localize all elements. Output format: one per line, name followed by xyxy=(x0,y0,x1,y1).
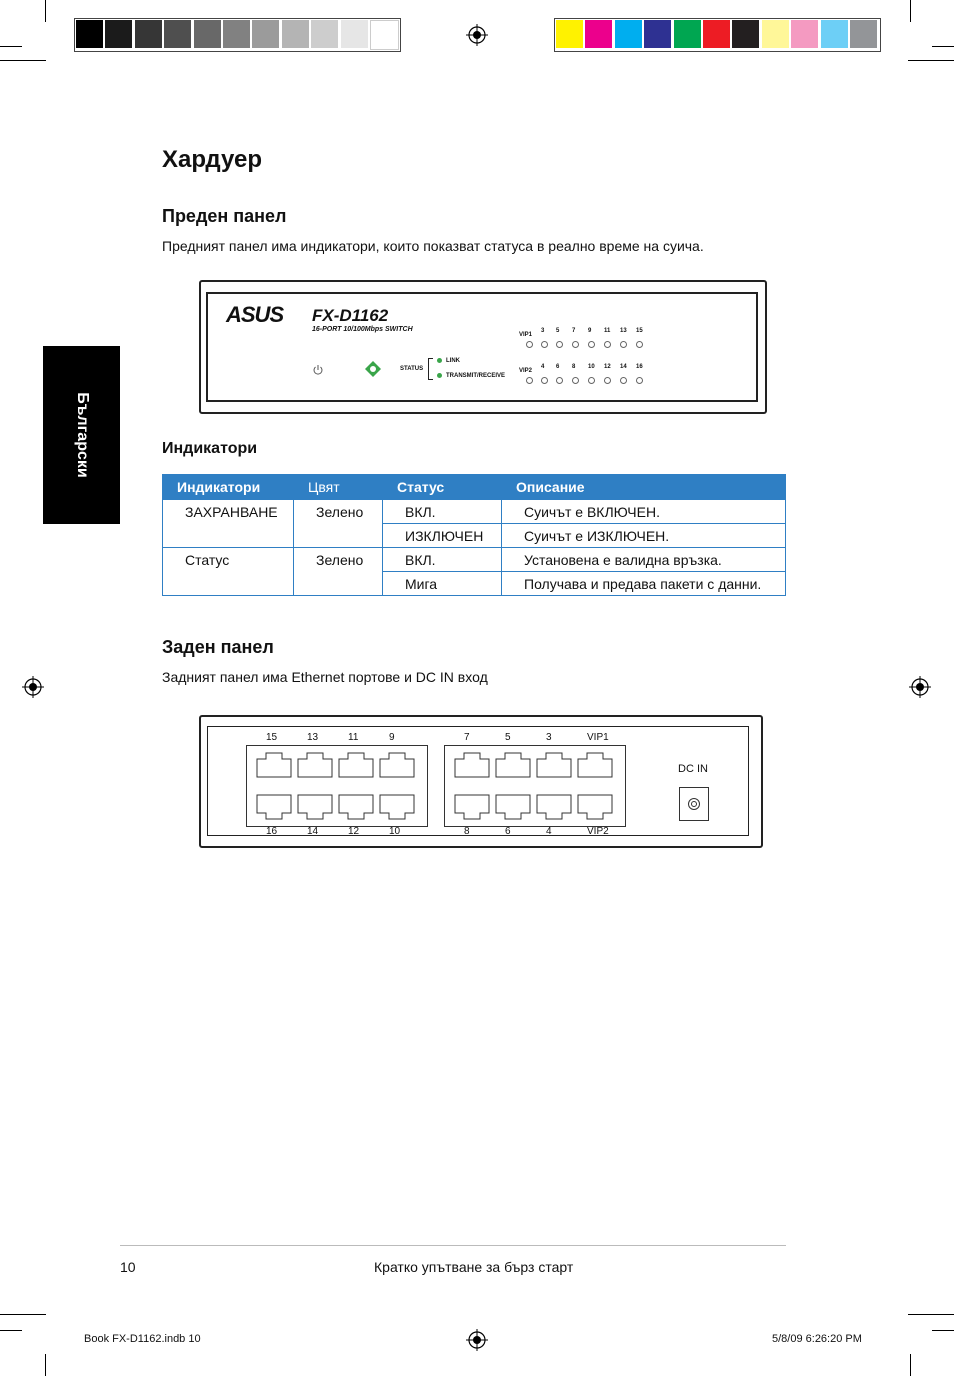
crop-mark xyxy=(0,1314,46,1315)
crop-mark xyxy=(908,1314,954,1315)
cell-status: Мига xyxy=(383,572,502,596)
table-row xyxy=(163,500,786,524)
port-led-label: 8 xyxy=(572,364,576,370)
row2-label: VIP2 xyxy=(519,368,533,374)
color-swatch xyxy=(732,20,759,48)
cell-description: Суичът е ИЗКЛЮЧЕН. xyxy=(502,524,786,548)
page-number: 10 xyxy=(120,1259,136,1275)
port-led xyxy=(572,341,579,348)
ethernet-port xyxy=(338,794,374,820)
color-swatch xyxy=(585,20,612,48)
language-tab-label: Български xyxy=(73,392,91,478)
port-led xyxy=(636,341,643,348)
port-led xyxy=(604,377,611,384)
indicators-table xyxy=(162,474,786,596)
color-swatch xyxy=(762,20,789,48)
status-label: STATUS xyxy=(400,366,424,372)
port-led-label: 9 xyxy=(588,328,592,334)
status-bracket xyxy=(428,358,433,380)
color-swatch xyxy=(556,20,583,48)
crop-mark xyxy=(932,46,954,47)
col-header-description: Описание xyxy=(502,475,786,500)
port-number: 16 xyxy=(266,826,278,837)
color-swatch xyxy=(644,20,671,48)
asus-logo: ASUS xyxy=(226,302,284,327)
ethernet-port xyxy=(577,794,613,820)
port-number: 4 xyxy=(546,826,552,837)
ethernet-port xyxy=(454,752,490,778)
crop-mark xyxy=(910,1354,911,1376)
ethernet-port xyxy=(536,752,572,778)
color-swatch xyxy=(703,20,730,48)
port-led xyxy=(572,377,579,384)
ethernet-port xyxy=(297,794,333,820)
crop-mark xyxy=(45,0,46,22)
ethernet-port xyxy=(256,794,292,820)
rear-panel-illustration xyxy=(199,715,763,848)
port-led-label: 14 xyxy=(620,364,627,370)
port-number: 8 xyxy=(464,826,470,837)
page-title: Хардуер xyxy=(162,146,262,173)
rear-panel-face xyxy=(207,726,749,836)
cell-description: Получава и предава пакети с данни. xyxy=(502,572,786,596)
rear-panel-heading: Заден панел xyxy=(162,637,274,657)
port-led-label: 6 xyxy=(556,364,560,370)
power-icon xyxy=(312,364,324,376)
ethernet-port xyxy=(454,794,490,820)
port-led-label: 13 xyxy=(620,328,627,334)
port-led xyxy=(588,377,595,384)
slug-date: 5/8/09 6:26:20 PM xyxy=(772,1333,862,1345)
col-header-color: Цвят xyxy=(294,475,383,500)
port-led-label: 11 xyxy=(604,328,611,334)
color-swatch xyxy=(615,20,642,48)
color-swatch xyxy=(311,20,338,48)
color-swatch xyxy=(850,20,877,48)
front-panel-illustration xyxy=(199,280,767,414)
port-led xyxy=(620,377,627,384)
color-swatch xyxy=(341,20,368,48)
port-number: VIP2 xyxy=(587,826,609,837)
ethernet-port xyxy=(338,752,374,778)
model-subtitle: 16-PORT 10/100Mbps SWITCH xyxy=(312,326,413,333)
row1-label: VIP1 xyxy=(519,332,533,338)
port-led xyxy=(588,341,595,348)
registration-mark-icon xyxy=(466,24,488,46)
color-swatch xyxy=(791,20,818,48)
language-tab xyxy=(43,346,120,524)
registration-mark-icon xyxy=(466,1329,488,1351)
crop-mark xyxy=(45,1354,46,1376)
dc-in-label: DC IN xyxy=(678,763,708,775)
slug-file: Book FX-D1162.indb 10 xyxy=(84,1333,201,1345)
tx-led xyxy=(437,373,442,378)
cell-description: Установена е валидна връзка. xyxy=(502,548,786,572)
port-number: 5 xyxy=(505,732,511,743)
color-swatch xyxy=(194,20,221,48)
port-led xyxy=(556,341,563,348)
port-led-label: 4 xyxy=(541,364,545,370)
front-panel-face xyxy=(206,292,758,402)
ethernet-port xyxy=(577,752,613,778)
crop-mark xyxy=(932,1330,954,1331)
port-number: 11 xyxy=(348,732,359,743)
cell-indicator: Статус xyxy=(163,548,294,596)
indicators-heading: Индикатори xyxy=(162,440,258,457)
color-swatch xyxy=(821,20,848,48)
color-swatch xyxy=(674,20,701,48)
port-number: 15 xyxy=(266,732,278,743)
color-swatch xyxy=(105,20,132,48)
port-led-label: 7 xyxy=(572,328,576,334)
cell-indicator: ЗАХРАНВАНЕ xyxy=(163,500,294,548)
cell-color: Зелено xyxy=(294,500,383,548)
color-swatch xyxy=(135,20,162,48)
crop-mark xyxy=(0,1330,22,1331)
link-led xyxy=(437,358,442,363)
port-number: 12 xyxy=(348,826,360,837)
registration-mark-icon xyxy=(909,676,931,698)
port-number: 13 xyxy=(307,732,319,743)
front-panel-text: Предният панел има индикатори, които показват статуса в реално време на суича. xyxy=(162,238,704,254)
color-swatch xyxy=(223,20,250,48)
ethernet-port xyxy=(495,794,531,820)
port-number: 10 xyxy=(389,826,401,837)
port-number: 3 xyxy=(546,732,552,743)
table-header-row xyxy=(163,475,786,500)
crop-mark xyxy=(910,0,911,22)
port-led xyxy=(556,377,563,384)
ethernet-port xyxy=(256,752,292,778)
cell-status: ИЗКЛЮЧЕН xyxy=(383,524,502,548)
cell-status: ВКЛ. xyxy=(383,500,502,524)
ethernet-port xyxy=(495,752,531,778)
footer-rule xyxy=(120,1245,786,1246)
port-led-label: 10 xyxy=(588,364,595,370)
crop-mark xyxy=(0,46,22,47)
crop-mark xyxy=(0,60,46,61)
col-header-status: Статус xyxy=(383,475,502,500)
col-header-indicator: Индикатори xyxy=(163,475,294,500)
link-label: LINK xyxy=(446,358,460,364)
port-number: 7 xyxy=(464,732,470,743)
port-led xyxy=(604,341,611,348)
port-led xyxy=(541,341,548,348)
front-panel-heading: Преден панел xyxy=(162,206,287,226)
crop-mark xyxy=(908,60,954,61)
footer-title: Кратко упътване за бърз старт xyxy=(374,1259,574,1275)
registration-mark-icon xyxy=(22,676,44,698)
port-led-label: 3 xyxy=(541,328,545,334)
table-row xyxy=(163,548,786,572)
port-number: 9 xyxy=(389,732,395,743)
port-led-label: 5 xyxy=(556,328,560,334)
color-swatch xyxy=(252,20,279,48)
port-led xyxy=(636,377,643,384)
port-number: 6 xyxy=(505,826,511,837)
port-led-label: 15 xyxy=(636,328,643,334)
cell-color: Зелено xyxy=(294,548,383,596)
dc-in-jack xyxy=(679,787,709,821)
port-number: VIP1 xyxy=(587,732,609,743)
color-swatch xyxy=(282,20,309,48)
rear-panel-text: Задният панел има Ethernet портове и DC IN вход xyxy=(162,669,488,685)
cell-description: Суичът е ВКЛЮЧЕН. xyxy=(502,500,786,524)
dc-jack-icon xyxy=(687,797,701,811)
port-number: 14 xyxy=(307,826,319,837)
ethernet-port xyxy=(379,752,415,778)
port-led-label: 12 xyxy=(604,364,611,370)
color-swatch xyxy=(370,20,399,50)
ethernet-port xyxy=(536,794,572,820)
power-led-icon xyxy=(364,360,382,378)
port-led xyxy=(620,341,627,348)
tx-label: TRANSMIT/RECEIVE xyxy=(446,373,506,379)
ethernet-port xyxy=(379,794,415,820)
color-swatch xyxy=(76,20,103,48)
ethernet-port xyxy=(297,752,333,778)
port-led xyxy=(526,341,533,348)
port-led-label: 16 xyxy=(636,364,643,370)
port-led xyxy=(541,377,548,384)
model-name: FX-D1162 xyxy=(312,306,389,325)
color-swatch xyxy=(164,20,191,48)
cell-status: ВКЛ. xyxy=(383,548,502,572)
port-led xyxy=(526,377,533,384)
